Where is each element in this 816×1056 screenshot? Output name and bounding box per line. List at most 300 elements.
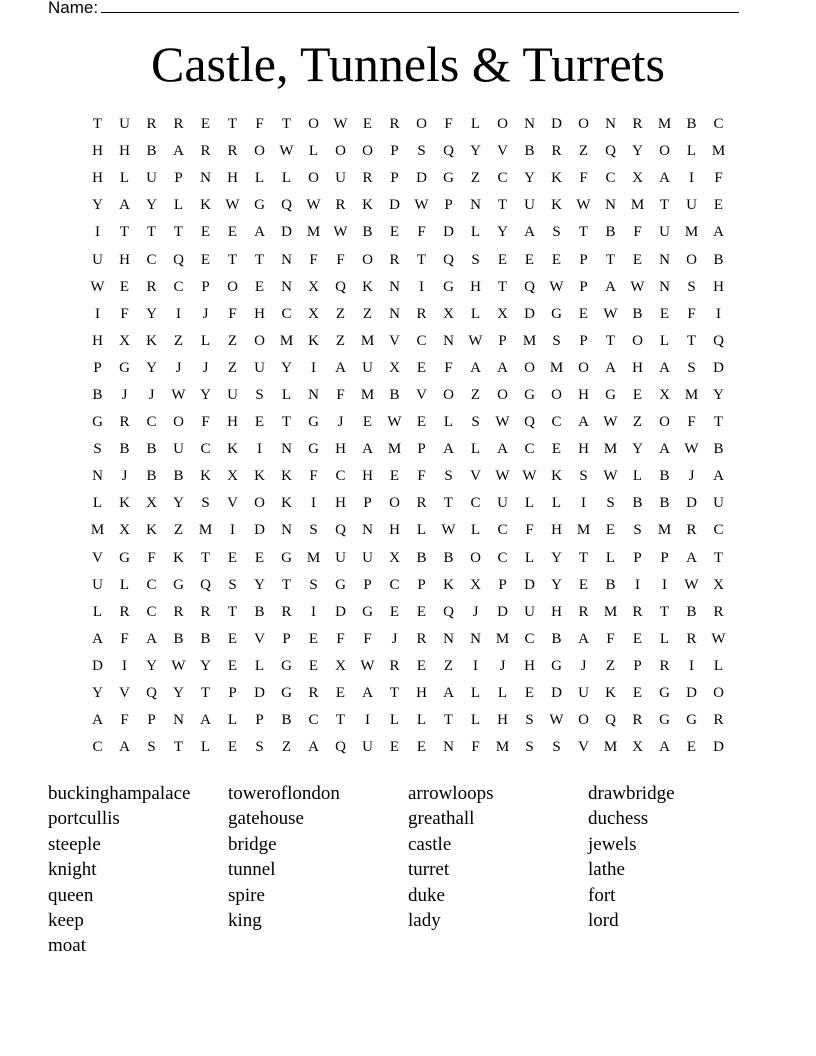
grid-letter: L [281, 386, 292, 403]
grid-letter: O [470, 549, 481, 566]
grid-letter: O [227, 278, 238, 295]
word-list-item: steeple [48, 833, 101, 855]
grid-letter: G [443, 278, 454, 295]
name-underline [101, 0, 739, 13]
grid-letter: O [173, 414, 184, 431]
grid-letter: P [282, 630, 291, 647]
grid-letter: G [443, 170, 454, 187]
grid-letter: P [660, 549, 669, 566]
grid-letter: H [92, 332, 103, 349]
grid-letter: T [281, 414, 292, 431]
grid-letter: K [443, 576, 454, 593]
grid-letter: R [416, 305, 427, 322]
grid-letter: E [497, 251, 508, 268]
grid-letter: K [119, 495, 130, 512]
grid-letter: W [711, 630, 726, 647]
grid-letter: W [333, 116, 348, 133]
grid-letter: P [579, 278, 588, 295]
grid-letter: R [632, 712, 643, 729]
grid-letter: L [632, 468, 643, 485]
grid-letter: X [146, 495, 157, 512]
grid-letter: W [684, 441, 699, 458]
grid-letter: H [119, 143, 130, 160]
grid-letter: Y [200, 657, 211, 674]
grid-letter: R [362, 170, 373, 187]
grid-letter: E [227, 549, 238, 566]
grid-letter: D [335, 603, 346, 620]
grid-letter: M [306, 549, 321, 566]
grid-letter: K [551, 170, 562, 187]
grid-letter: G [362, 603, 373, 620]
grid-letter: J [202, 305, 209, 322]
grid-letter: H [551, 603, 562, 620]
grid-letter: E [416, 603, 427, 620]
grid-letter: A [119, 739, 130, 756]
grid-letter: T [254, 251, 265, 268]
grid-letter: A [443, 685, 454, 702]
grid-letter: T [173, 224, 184, 241]
grid-letter: J [202, 359, 209, 376]
grid-letter: E [578, 576, 589, 593]
grid-letter: A [470, 359, 481, 376]
grid-letter: S [687, 278, 696, 295]
grid-letter: B [686, 116, 697, 133]
grid-letter: S [552, 332, 561, 349]
grid-letter: E [200, 224, 211, 241]
grid-letter: L [416, 522, 427, 539]
grid-letter: G [308, 441, 319, 458]
grid-letter: E [362, 116, 373, 133]
grid-letter: H [389, 522, 400, 539]
grid-letter: M [306, 224, 321, 241]
grid-letter: C [551, 414, 562, 431]
word-list-item: fort [588, 884, 616, 906]
grid-letter: W [225, 197, 240, 214]
grid-letter: Q [443, 603, 454, 620]
grid-letter: S [552, 224, 561, 241]
word-list-item: gatehouse [228, 808, 304, 830]
grid-letter: M [90, 522, 105, 539]
grid-letter: G [605, 386, 616, 403]
grid-letter: E [524, 685, 535, 702]
grid-letter: O [659, 143, 670, 160]
word-list-item: lathe [588, 859, 625, 881]
grid-letter: T [659, 603, 670, 620]
grid-letter: N [443, 332, 454, 349]
grid-letter: E [605, 522, 616, 539]
grid-letter: X [308, 305, 319, 322]
grid-letter: M [684, 386, 699, 403]
word-list-item: moat [48, 935, 86, 957]
grid-letter: Z [173, 332, 184, 349]
grid-letter: C [200, 441, 211, 458]
grid-letter: X [119, 332, 130, 349]
grid-letter: E [200, 251, 211, 268]
grid-letter: N [605, 197, 616, 214]
grid-letter: G [119, 549, 130, 566]
grid-letter: A [605, 278, 616, 295]
grid-letter: M [360, 332, 375, 349]
grid-letter: A [443, 441, 454, 458]
grid-letter: M [549, 359, 564, 376]
grid-letter: B [389, 386, 400, 403]
grid-letter: S [606, 495, 615, 512]
grid-letter: I [635, 576, 640, 593]
grid-letter: F [228, 305, 237, 322]
grid-letter: I [689, 657, 694, 674]
grid-letter: K [254, 468, 265, 485]
grid-letter: G [119, 359, 130, 376]
grid-letter: U [362, 739, 373, 756]
grid-letter: Y [146, 359, 157, 376]
grid-letter: I [311, 495, 316, 512]
grid-letter: A [308, 739, 319, 756]
grid-letter: A [146, 630, 157, 647]
grid-letter: O [308, 116, 319, 133]
grid-letter: N [389, 278, 400, 295]
grid-letter: S [525, 712, 534, 729]
grid-letter: D [389, 197, 400, 214]
grid-letter: Q [281, 197, 292, 214]
grid-letter: G [686, 712, 697, 729]
word-list-item: duchess [588, 808, 649, 830]
grid-letter: Z [335, 305, 346, 322]
grid-letter: P [147, 712, 156, 729]
grid-letter: M [198, 522, 213, 539]
grid-letter: L [254, 170, 265, 187]
grid-letter: C [389, 576, 400, 593]
grid-letter: R [200, 603, 211, 620]
grid-letter: H [470, 278, 481, 295]
grid-letter: L [281, 170, 292, 187]
grid-letter: K [605, 685, 616, 702]
grid-letter: J [688, 468, 695, 485]
grid-letter: F [417, 468, 426, 485]
grid-letter: W [468, 332, 483, 349]
grid-letter: W [90, 278, 105, 295]
grid-letter: Q [173, 251, 184, 268]
grid-letter: C [92, 739, 103, 756]
grid-letter: S [309, 522, 318, 539]
grid-letter: H [335, 441, 346, 458]
grid-letter: E [254, 414, 265, 431]
grid-letter: R [335, 197, 346, 214]
grid-letter: U [362, 359, 373, 376]
grid-letter: W [279, 143, 294, 160]
grid-letter: B [713, 441, 724, 458]
grid-letter: E [308, 657, 319, 674]
grid-letter: E [686, 739, 697, 756]
grid-letter: N [443, 739, 454, 756]
grid-letter: G [281, 657, 292, 674]
grid-letter: K [146, 332, 157, 349]
grid-letter: U [497, 495, 508, 512]
grid-letter: R [713, 712, 724, 729]
grid-letter: Q [335, 522, 346, 539]
grid-letter: M [603, 603, 618, 620]
grid-letter: A [362, 441, 373, 458]
grid-letter: H [335, 495, 346, 512]
word-list-item: tunnel [228, 859, 276, 881]
grid-letter: Z [173, 522, 184, 539]
grid-letter: K [146, 522, 157, 539]
grid-letter: O [659, 414, 670, 431]
grid-letter: W [549, 712, 564, 729]
grid-letter: G [335, 576, 346, 593]
grid-letter: R [416, 630, 427, 647]
grid-letter: J [472, 603, 479, 620]
grid-letter: Y [551, 549, 562, 566]
grid-letter: X [335, 657, 346, 674]
grid-letter: D [713, 359, 724, 376]
grid-letter: E [632, 386, 643, 403]
grid-letter: O [524, 359, 535, 376]
grid-letter: F [444, 116, 453, 133]
grid-letter: H [578, 441, 589, 458]
grid-letter: B [281, 712, 292, 729]
grid-letter: Y [470, 143, 481, 160]
grid-letter: S [201, 495, 210, 512]
grid-letter: D [551, 116, 562, 133]
grid-letter: O [335, 143, 346, 160]
grid-letter: V [497, 143, 508, 160]
grid-letter: S [687, 359, 696, 376]
grid-letter: A [713, 468, 724, 485]
letter-grid [84, 111, 732, 761]
grid-letter: T [497, 197, 508, 214]
grid-letter: Q [605, 143, 616, 160]
grid-letter: W [387, 414, 402, 431]
grid-letter: Q [443, 143, 454, 160]
grid-letter: X [713, 576, 724, 593]
grid-letter: U [524, 603, 535, 620]
grid-letter: W [630, 278, 645, 295]
grid-letter: L [470, 305, 481, 322]
grid-letter: C [146, 414, 157, 431]
grid-letter: L [200, 332, 211, 349]
grid-letter: N [92, 468, 103, 485]
grid-letter: R [416, 495, 427, 512]
grid-letter: F [687, 305, 696, 322]
grid-letter: T [443, 712, 454, 729]
grid-letter: I [716, 305, 721, 322]
grid-letter: F [336, 386, 345, 403]
grid-letter: U [92, 576, 103, 593]
grid-letter: L [443, 414, 454, 431]
grid-letter: C [497, 549, 508, 566]
grid-letter: I [257, 441, 262, 458]
word-list-item: drawbridge [588, 783, 675, 804]
grid-letter: L [470, 712, 481, 729]
grid-letter: E [713, 197, 724, 214]
grid-letter: R [578, 603, 589, 620]
grid-letter: G [659, 685, 670, 702]
grid-letter: R [632, 116, 643, 133]
grid-letter: U [146, 170, 157, 187]
grid-letter: Z [605, 657, 616, 674]
grid-letter: E [416, 657, 427, 674]
grid-letter: Z [362, 305, 373, 322]
grid-letter: P [363, 495, 372, 512]
grid-letter: L [470, 116, 481, 133]
grid-letter: X [443, 305, 454, 322]
grid-letter: F [120, 630, 129, 647]
grid-letter: R [686, 522, 697, 539]
grid-letter: V [92, 549, 103, 566]
grid-letter: T [281, 576, 292, 593]
word-list-item: greathall [408, 808, 475, 830]
grid-letter: B [659, 468, 670, 485]
grid-letter: O [578, 116, 589, 133]
grid-letter: T [713, 549, 724, 566]
grid-letter: E [254, 549, 265, 566]
grid-letter: M [495, 739, 510, 756]
grid-letter: B [173, 468, 184, 485]
grid-letter: O [686, 251, 697, 268]
grid-letter: W [684, 576, 699, 593]
grid-letter: N [470, 197, 481, 214]
grid-letter: E [227, 657, 238, 674]
grid-letter: B [443, 549, 454, 566]
grid-letter: L [470, 441, 481, 458]
grid-letter: N [308, 386, 319, 403]
grid-letter: M [522, 332, 537, 349]
grid-letter: I [689, 170, 694, 187]
grid-letter: A [578, 630, 589, 647]
grid-letter: B [254, 603, 265, 620]
grid-letter: I [95, 305, 100, 322]
grid-letter: C [713, 116, 724, 133]
grid-letter: Z [227, 332, 238, 349]
word-list-item: keep [48, 909, 84, 931]
grid-letter: H [92, 143, 103, 160]
grid-letter: X [308, 278, 319, 295]
grid-letter: P [417, 576, 426, 593]
grid-letter: L [227, 712, 238, 729]
word-list-item: toweroflondon [228, 783, 340, 804]
grid-letter: T [605, 251, 616, 268]
grid-letter: H [713, 278, 724, 295]
grid-letter: D [281, 224, 292, 241]
grid-letter: O [362, 143, 373, 160]
grid-letter: N [443, 630, 454, 647]
word-list-item: lady [408, 909, 441, 931]
grid-letter: Y [92, 197, 103, 214]
grid-letter: A [659, 441, 670, 458]
grid-letter: L [416, 712, 427, 729]
grid-letter: S [417, 143, 426, 160]
grid-letter: K [281, 495, 292, 512]
grid-letter: H [362, 468, 373, 485]
grid-letter: P [390, 143, 399, 160]
grid-letter: N [659, 251, 670, 268]
grid-letter: F [633, 224, 642, 241]
grid-letter: A [254, 224, 265, 241]
grid-letter: J [121, 386, 128, 403]
grid-letter: E [389, 224, 400, 241]
grid-letter: V [227, 495, 238, 512]
grid-letter: I [176, 305, 181, 322]
grid-letter: C [497, 522, 508, 539]
grid-letter: Y [497, 224, 508, 241]
grid-letter: Q [335, 739, 346, 756]
grid-letter: B [686, 603, 697, 620]
grid-letter: B [200, 630, 211, 647]
grid-letter: G [281, 549, 292, 566]
word-list-item: turret [408, 859, 450, 881]
grid-letter: N [281, 278, 292, 295]
grid-letter: U [713, 495, 724, 512]
grid-letter: R [146, 116, 157, 133]
grid-letter: W [522, 468, 537, 485]
grid-letter: D [524, 305, 535, 322]
grid-letter: I [365, 712, 370, 729]
grid-letter: T [200, 685, 211, 702]
grid-letter: C [146, 576, 157, 593]
grid-letter: S [255, 739, 264, 756]
grid-letter: Q [146, 685, 157, 702]
grid-letter: E [227, 630, 238, 647]
grid-letter: S [525, 739, 534, 756]
grid-letter: C [470, 495, 481, 512]
grid-letter: R [632, 603, 643, 620]
grid-letter: C [524, 630, 535, 647]
grid-letter: I [473, 657, 478, 674]
grid-letter: J [148, 386, 155, 403]
grid-letter: Z [632, 414, 643, 431]
grid-letter: I [662, 576, 667, 593]
grid-letter: X [119, 522, 130, 539]
grid-letter: A [119, 197, 130, 214]
grid-letter: U [227, 386, 238, 403]
grid-letter: D [497, 603, 508, 620]
grid-letter: O [443, 386, 454, 403]
grid-letter: Y [632, 441, 643, 458]
grid-letter: E [227, 224, 238, 241]
grid-letter: O [551, 386, 562, 403]
grid-letter: C [335, 468, 346, 485]
grid-letter: F [309, 251, 318, 268]
name-field [48, 0, 739, 19]
grid-letter: T [416, 251, 427, 268]
grid-letter: Y [146, 197, 157, 214]
grid-letter: W [171, 657, 186, 674]
grid-letter: T [227, 251, 238, 268]
grid-letter: H [119, 251, 130, 268]
grid-letter: C [281, 305, 292, 322]
grid-letter: W [306, 197, 321, 214]
grid-letter: L [119, 576, 130, 593]
grid-letter: F [147, 549, 156, 566]
grid-letter: H [254, 305, 265, 322]
grid-letter: T [335, 712, 346, 729]
grid-letter: J [580, 657, 587, 674]
grid-letter: R [146, 278, 157, 295]
grid-letter: E [551, 441, 562, 458]
grid-letter: E [416, 414, 427, 431]
grid-letter: P [255, 712, 264, 729]
grid-letter: T [497, 278, 508, 295]
word-list-item: portcullis [48, 808, 120, 830]
grid-letter: T [713, 414, 724, 431]
grid-letter: D [416, 170, 427, 187]
grid-letter: A [335, 359, 346, 376]
grid-letter: P [417, 441, 426, 458]
grid-letter: E [362, 414, 373, 431]
grid-letter: K [200, 468, 211, 485]
grid-letter: F [687, 414, 696, 431]
grid-letter: O [362, 251, 373, 268]
